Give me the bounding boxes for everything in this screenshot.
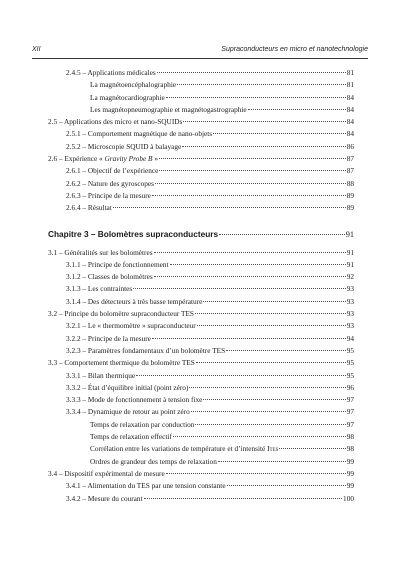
- toc-entry[interactable]: [48, 247, 354, 259]
- toc-entry-page: 96: [346, 382, 354, 392]
- toc-leader-dots: [191, 411, 346, 412]
- toc-entry-page: 93: [346, 284, 354, 294]
- toc-entry-page: 95: [346, 358, 354, 368]
- toc-entry[interactable]: [48, 406, 354, 418]
- running-header: [32, 44, 368, 59]
- toc-entry[interactable]: [48, 493, 354, 505]
- toc-entry[interactable]: [48, 357, 354, 369]
- toc-leader-dots: [195, 424, 345, 425]
- toc-entry-page: 86: [346, 141, 354, 151]
- toc-entry-page: 95: [346, 345, 354, 355]
- toc-entry[interactable]: [48, 259, 354, 271]
- toc-entry[interactable]: [48, 370, 354, 382]
- toc-entry-page: 92: [346, 272, 354, 282]
- toc-entry[interactable]: [48, 480, 354, 492]
- toc-entry-title: 3.4 – Dispositif expérimental de mesure: [48, 468, 165, 478]
- toc-entry[interactable]: [48, 394, 354, 406]
- toc-entry-page: 98: [346, 444, 354, 454]
- toc-entry-title: 2.6.2 – Nature des gyroscopes: [66, 178, 154, 188]
- toc-entry-title: 2.6.3 – Principe de la mesure: [66, 190, 151, 200]
- toc-leader-dots: [183, 121, 345, 122]
- toc-leader-dots: [154, 276, 346, 277]
- toc-entry[interactable]: [48, 153, 354, 165]
- toc-entry-page: 87: [346, 166, 354, 176]
- toc-entry-subscript: TES: [269, 448, 279, 454]
- toc-entry[interactable]: [48, 116, 354, 128]
- toc-leader-dots: [203, 301, 345, 302]
- toc-entry-title: 3.1.2 – Classes de bolomètres: [66, 272, 153, 282]
- toc-entry-page: 88: [346, 178, 354, 188]
- toc-entry-page: 89: [346, 190, 354, 200]
- toc-entry-title: Corrélation entre les variations de température et d’intensité I: [90, 444, 270, 454]
- toc-leader-dots: [155, 183, 346, 184]
- toc-entry[interactable]: [48, 345, 354, 357]
- toc-entry[interactable]: [48, 419, 354, 431]
- toc-entry-page: 93: [346, 321, 354, 331]
- toc-entry-title: 3.1.1 – Principe de fonctionnement: [66, 259, 169, 269]
- toc-entry[interactable]: [48, 271, 354, 283]
- toc-entry[interactable]: [48, 283, 354, 295]
- toc-entry[interactable]: [48, 320, 354, 332]
- toc-entry[interactable]: [48, 431, 354, 443]
- toc-entry[interactable]: [48, 92, 354, 104]
- toc-entry-title: Temps de relaxation par conduction: [90, 419, 195, 429]
- toc-entry-title: Temps de relaxation effectif: [90, 432, 172, 442]
- toc-entry[interactable]: [48, 443, 354, 455]
- toc-entry-page: 97: [346, 419, 354, 429]
- toc-entry-page: 91: [346, 247, 354, 257]
- toc-entry[interactable]: [48, 333, 354, 345]
- toc-entry-title: Ordres de grandeur des temps de relaxation: [90, 456, 217, 466]
- toc-block-chapter-3: [48, 247, 354, 505]
- toc-entry-page: 89: [346, 203, 354, 213]
- toc-entry-title: 2.6.1 – Objectif de l’expérience: [66, 166, 159, 176]
- toc-leader-dots: [189, 387, 345, 388]
- toc-entry-title: 2.4.5 – Applications médicales: [66, 68, 156, 77]
- toc-entry-page: 93: [346, 309, 354, 319]
- toc-entry-page: 87: [346, 154, 354, 164]
- toc-entry[interactable]: [48, 67, 354, 79]
- toc-entry[interactable]: [48, 178, 354, 190]
- toc-entry-title: 3.3.4 – Dynamique de retour au point zéro: [66, 407, 190, 417]
- toc-leader-dots: [144, 498, 342, 499]
- toc-entry-title: 3.3.2 – État d’équilibre initial (point zéro): [66, 382, 189, 392]
- toc-leader-dots: [136, 375, 346, 376]
- toc-entry-title: 3.1 – Généralités sur les bolomètres: [48, 247, 153, 257]
- toc-leader-dots: [159, 170, 345, 171]
- toc-entry-title: 3.3 – Comportement thermique du bolomètre TES: [48, 358, 195, 368]
- toc-leader-dots: [166, 473, 346, 474]
- toc-entry[interactable]: [48, 104, 354, 116]
- toc-entry-page: 84: [346, 104, 354, 114]
- italic-term: Gravity Probe B: [104, 154, 153, 164]
- toc-entry-page: 84: [346, 117, 354, 127]
- toc-entry-page: 99: [346, 456, 354, 466]
- toc-entry[interactable]: [48, 165, 354, 177]
- toc-entry-title: Les magnétopneumographie et magnétogastrographie: [90, 104, 247, 114]
- toc-leader-dots: [113, 207, 346, 208]
- toc-leader-dots: [154, 252, 346, 253]
- toc-entry-title: 3.2 – Principe du bolomètre supraconducteur TES: [48, 309, 194, 319]
- toc-leader-dots: [213, 133, 346, 134]
- toc-entry-title: 3.4.1 – Alimentation du TES par une tension constante: [66, 481, 226, 491]
- toc-entry-page: 98: [346, 432, 354, 442]
- toc-entry[interactable]: [48, 79, 354, 91]
- toc-leader-dots: [133, 288, 345, 289]
- toc-entry[interactable]: [48, 456, 354, 468]
- toc-entry[interactable]: [48, 128, 354, 140]
- toc-entry-title: La magnétocardiographie: [90, 92, 165, 102]
- toc-entry[interactable]: [48, 202, 354, 214]
- toc-entry-title: 2.6 – Expérience « Gravity Probe B »: [48, 154, 158, 164]
- toc-entry-title: 3.2.1 – Le « thermomètre » supraconducteur: [66, 321, 196, 331]
- toc-block-chapter-2: [48, 67, 354, 215]
- running-title: Supraconducteurs en micro et nanotechnologie: [221, 46, 368, 53]
- toc-entry-page: 91: [346, 259, 354, 269]
- toc-chapter-title: Chapitre 3 – Bolomètres supraconducteurs: [48, 228, 219, 239]
- toc-leader-dots: [157, 72, 346, 73]
- toc-entry[interactable]: [48, 308, 354, 320]
- toc-entry[interactable]: [48, 382, 354, 394]
- toc-entry-page: 84: [346, 92, 354, 102]
- toc-entry[interactable]: [48, 468, 354, 480]
- toc-leader-dots: [279, 448, 345, 449]
- toc-entry-title: 3.1.4 – Des détecteurs à très basse température: [66, 296, 203, 306]
- toc-leader-dots: [219, 234, 345, 235]
- toc-leader-dots: [173, 436, 346, 437]
- toc-chapter-entry[interactable]: [48, 225, 354, 243]
- toc-leader-dots: [248, 109, 346, 110]
- toc-entry-title: 3.2.3 – Paramètres fondamentaux d’un bolomètre TES: [66, 345, 226, 355]
- toc-entry-title: 3.4.2 – Mesure du courant: [66, 493, 143, 503]
- toc-entry-page: 94: [346, 333, 354, 343]
- toc-entry-title: 2.6.4 – Résultat: [66, 203, 112, 213]
- toc-entry-page: 97: [346, 395, 354, 405]
- toc-leader-dots: [195, 313, 346, 314]
- toc-leader-dots: [159, 158, 346, 159]
- toc-entry-page: 97: [346, 407, 354, 417]
- toc-entry-page: 99: [346, 468, 354, 478]
- toc-entry-title: 2.5 – Applications des micro et nano-SQUIDs: [48, 117, 183, 127]
- toc-leader-dots: [152, 195, 346, 196]
- toc-leader-dots: [197, 325, 346, 326]
- toc-entry[interactable]: [48, 141, 354, 153]
- toc-leader-dots: [177, 84, 346, 85]
- toc-leader-dots: [152, 338, 346, 339]
- toc-leader-dots: [196, 362, 346, 363]
- toc-chapter-page: 91: [345, 229, 354, 239]
- table-of-contents: [48, 67, 354, 505]
- toc-leader-dots: [182, 146, 345, 147]
- toc-entry-title: 3.2.2 – Principe de la mesure: [66, 333, 151, 343]
- toc-entry-page: 81: [346, 80, 354, 90]
- toc-entry-title: 3.3.3 – Mode de fonctionnement à tension fixe: [66, 395, 203, 405]
- toc-entry-page: 81: [346, 68, 354, 77]
- page-folio: XII: [32, 46, 41, 53]
- toc-entry-title: 3.1.3 – Les contraintes: [66, 284, 133, 294]
- toc-entry-title: La magnétoencéphalographie: [90, 80, 177, 90]
- toc-entry-page: 84: [346, 129, 354, 139]
- toc-entry[interactable]: [48, 190, 354, 202]
- toc-entry[interactable]: [48, 296, 354, 308]
- toc-entry-title: 2.5.1 – Comportement magnétique de nano-objets: [66, 129, 213, 139]
- toc-leader-dots: [170, 264, 346, 265]
- toc-entry-title: 3.3.1 – Bilan thermique: [66, 370, 136, 380]
- toc-leader-dots: [166, 97, 346, 98]
- toc-leader-dots: [218, 461, 346, 462]
- toc-entry-page: 93: [346, 296, 354, 306]
- toc-entry-page: 99: [346, 481, 354, 491]
- toc-entry-title: 2.5.2 – Microscopie SQUID à balayage: [66, 141, 182, 151]
- toc-entry-page: 100: [343, 493, 354, 503]
- toc-leader-dots: [227, 485, 346, 486]
- toc-leader-dots: [226, 350, 346, 351]
- toc-entry-page: 95: [346, 370, 354, 380]
- toc-leader-dots: [203, 399, 345, 400]
